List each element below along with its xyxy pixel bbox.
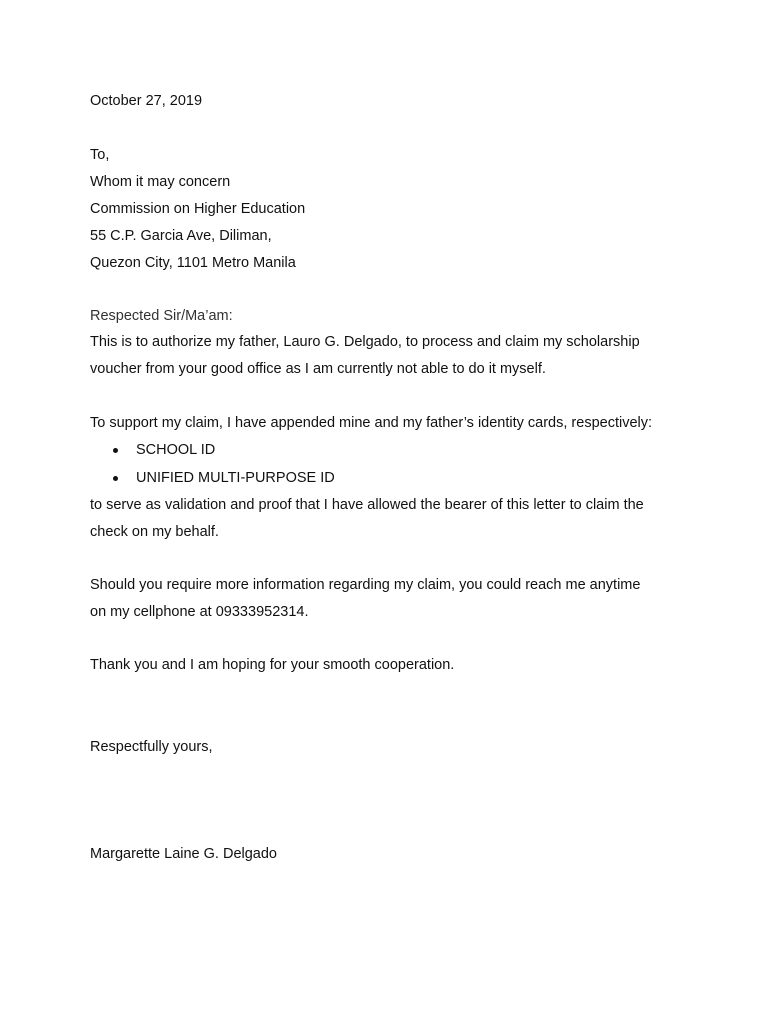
recipient-line-1: Whom it may concern <box>90 174 231 190</box>
bullet-icon <box>113 476 118 481</box>
signature-name: Margarette Laine G. Delgado <box>90 846 277 862</box>
recipient-line-3: 55 C.P. Garcia Ave, Diliman, <box>90 228 272 244</box>
paragraph-3-line-2: on my cellphone at 09333952314. <box>90 604 309 620</box>
paragraph-1-line-2: voucher from your good office as I am currently not able to do it myself. <box>90 361 546 377</box>
bullet-text: UNIFIED MULTI-PURPOSE ID <box>136 470 335 486</box>
recipient-to: To, <box>90 147 110 163</box>
closing-line: Respectfully yours, <box>90 739 213 755</box>
greeting: Respected Sir/Ma’am: <box>90 308 233 324</box>
bullet-icon <box>113 448 118 453</box>
paragraph-1-line-1: This is to authorize my father, Lauro G. Delgado, to process and claim my scholarship <box>90 334 640 350</box>
letter-date: October 27, 2019 <box>90 93 203 109</box>
recipient-line-2: Commission on Higher Education <box>90 201 306 217</box>
thanks-line: Thank you and I am hoping for your smooth cooperation. <box>90 657 455 673</box>
paragraph-3-line-1: Should you require more information regarding my claim, you could reach me anytime <box>90 577 641 593</box>
recipient-line-4: Quezon City, 1101 Metro Manila <box>90 255 296 271</box>
paragraph-2-line-2: check on my behalf. <box>90 524 219 540</box>
bullet-text: SCHOOL ID <box>136 442 216 458</box>
paragraph-2-line-1: to serve as validation and proof that I have allowed the bearer of this letter to claim the <box>90 497 644 513</box>
paragraph-2-intro: To support my claim, I have appended mine and my father’s identity cards, respectively: <box>90 415 653 431</box>
